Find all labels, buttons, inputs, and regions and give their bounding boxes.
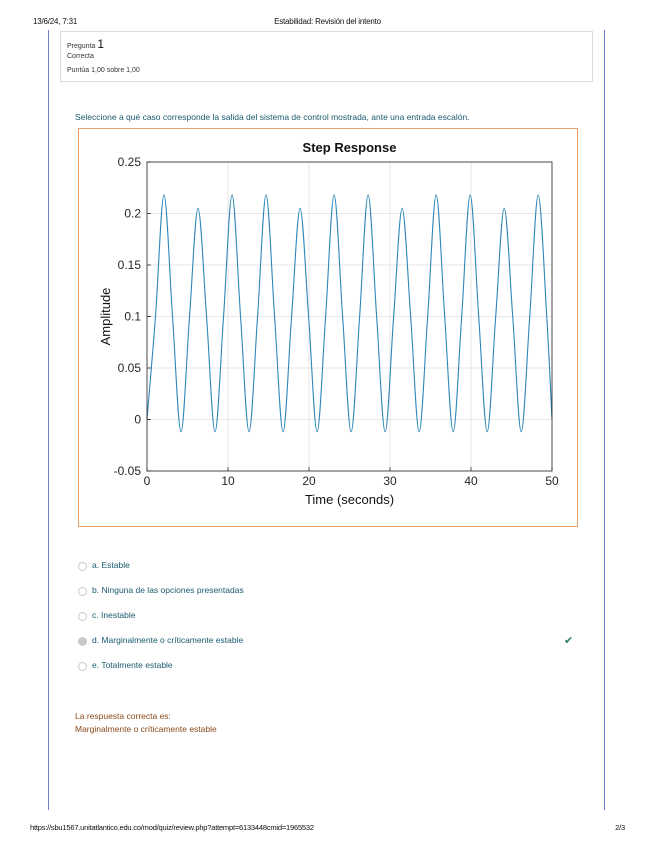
feedback-answer: Marginalmente o críticamente estable xyxy=(75,724,217,734)
question-label-row xyxy=(67,37,104,51)
print-datetime: 13/6/24, 7:31 xyxy=(33,17,78,26)
y-tick-label: 0.15 xyxy=(117,258,141,272)
feedback-block xyxy=(75,710,217,736)
option-letter: b. xyxy=(92,585,100,595)
radio-b[interactable] xyxy=(78,587,87,596)
y-tick-label: 0.05 xyxy=(117,361,141,375)
option-a[interactable] xyxy=(78,560,598,574)
x-tick-label: 20 xyxy=(302,474,316,488)
x-tick-label: 0 xyxy=(143,474,151,488)
question-grade: Puntúa 1,00 sobre 1,00 xyxy=(67,67,140,74)
chart-container xyxy=(78,128,578,527)
option-letter: a. xyxy=(92,560,100,570)
option-text: Ninguna de las opciones presentadas xyxy=(101,585,244,595)
option-text: Estable xyxy=(101,560,130,570)
question-info-box xyxy=(60,31,593,82)
radio-c[interactable] xyxy=(78,612,87,621)
option-text: Marginalmente o críticamente estable xyxy=(101,635,244,645)
option-letter: c. xyxy=(92,610,99,620)
y-tick-label: 0.2 xyxy=(124,206,141,221)
radio-d[interactable] xyxy=(78,637,87,646)
x-tick-label: 10 xyxy=(221,474,235,488)
y-axis-label: Amplitude xyxy=(98,287,113,346)
check-icon: ✔ xyxy=(564,635,574,647)
radio-a[interactable] xyxy=(78,562,87,571)
print-page-title: Estabilidad: Revisión del intento xyxy=(274,17,381,26)
print-url: https://sbu1567.unitatlantico.edu.co/mod/quiz/review.php?attempt=6133448cmid=1965532 xyxy=(30,823,314,832)
option-text: Totalmente estable xyxy=(101,660,173,670)
print-page-number: 2/3 xyxy=(615,823,625,832)
option-letter: e. xyxy=(92,660,100,670)
question-state: Correcta xyxy=(67,53,94,60)
option-c[interactable] xyxy=(78,610,598,624)
left-border-line xyxy=(48,30,49,810)
step-response-chart xyxy=(79,129,577,526)
chart-title: Step Response xyxy=(302,140,397,155)
x-tick-label: 50 xyxy=(545,474,559,488)
option-b[interactable] xyxy=(78,585,598,599)
feedback-label: La respuesta correcta es: xyxy=(75,711,171,721)
option-d[interactable] xyxy=(78,635,598,649)
question-number: 1 xyxy=(97,37,105,51)
option-e[interactable] xyxy=(78,660,598,674)
question-label: Pregunta xyxy=(67,43,96,50)
y-tick-label: 0 xyxy=(134,412,141,427)
right-border-line xyxy=(604,30,605,810)
option-letter: d. xyxy=(92,635,100,645)
question-text: Seleccione a qué caso corresponde la salida del sistema de control mostrada, ante una entrada escalón. xyxy=(75,112,470,122)
y-tick-label: 0.25 xyxy=(117,155,141,169)
x-tick-label: 40 xyxy=(464,474,478,488)
x-axis-label: Time (seconds) xyxy=(304,492,395,507)
x-tick-label: 30 xyxy=(383,474,397,488)
y-tick-label: 0.1 xyxy=(124,309,141,324)
option-text: Inestable xyxy=(101,610,136,620)
y-tick-label: -0.05 xyxy=(113,464,141,478)
radio-e[interactable] xyxy=(78,662,87,671)
